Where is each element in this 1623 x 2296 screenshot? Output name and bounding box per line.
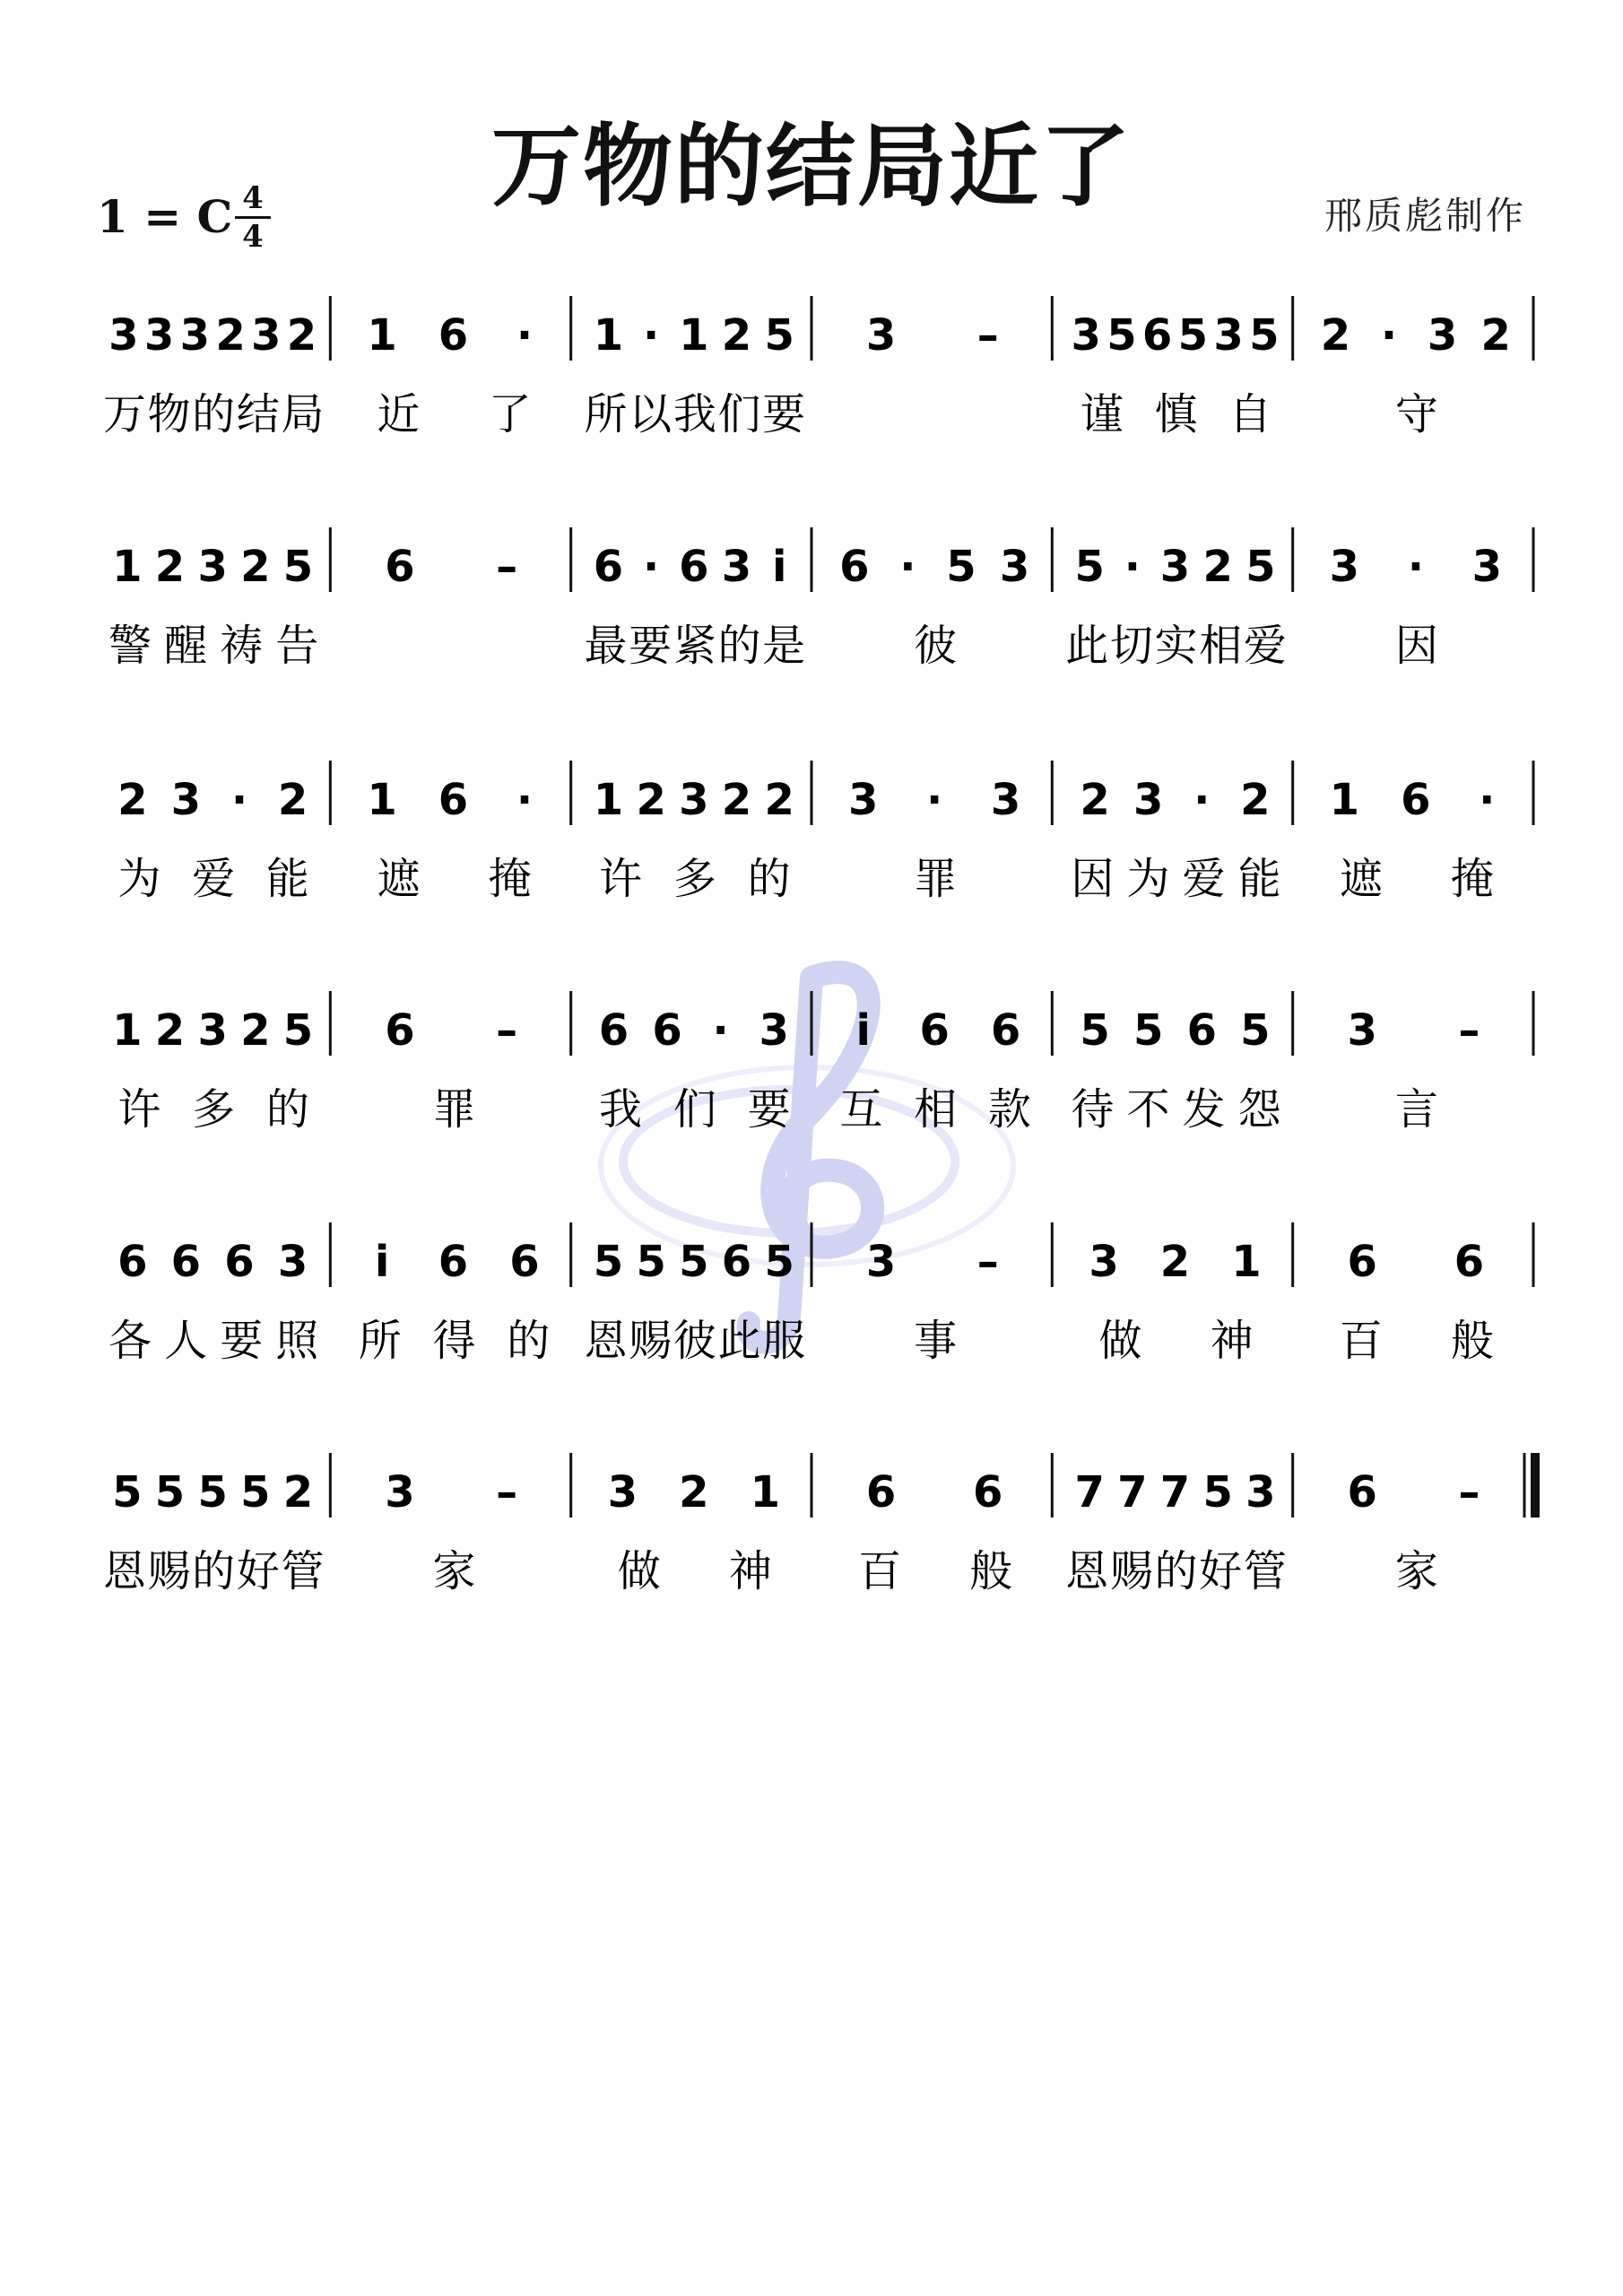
- note: 2: [154, 542, 186, 592]
- note: 6: [438, 310, 469, 361]
- note: 2: [215, 310, 246, 361]
- note: 6: [679, 542, 709, 592]
- lyric-syllable: 管: [281, 1546, 325, 1596]
- note: 6: [839, 542, 870, 592]
- note: 6: [593, 542, 624, 592]
- lyric-syllable: 怨: [1237, 1084, 1281, 1135]
- lyric-syllable: 发: [1182, 1084, 1226, 1135]
- lyric-syllable: 以: [629, 389, 673, 439]
- lyric-syllable: 许: [117, 1084, 161, 1135]
- lyric-syllable: 警: [108, 621, 152, 671]
- note: ·: [1380, 310, 1398, 361]
- lyric-syllable: 多: [673, 854, 716, 904]
- note: 6: [170, 1237, 202, 1287]
- note: 6: [438, 775, 469, 825]
- note: 6: [990, 1005, 1021, 1056]
- note: 6: [652, 1005, 682, 1056]
- lyric-syllable: 相: [914, 1084, 958, 1135]
- note: 6: [1401, 775, 1431, 825]
- note: 7: [1159, 1467, 1191, 1518]
- note: 3: [277, 1237, 308, 1287]
- note: 5: [112, 1467, 143, 1518]
- lyric-syllable: 言: [1394, 1084, 1438, 1135]
- note: ·: [1124, 542, 1141, 592]
- song-title: 万物的结局近了: [491, 114, 1132, 219]
- note: 2: [721, 310, 752, 361]
- lyric-syllable: 掩: [488, 854, 532, 904]
- note: 6: [224, 1237, 255, 1287]
- lyric-syllable: 得: [432, 1316, 476, 1366]
- note: 5: [240, 1467, 271, 1518]
- note: 3: [999, 542, 1030, 592]
- note: 3: [197, 542, 228, 592]
- lyric-syllable: 管: [1243, 1546, 1287, 1596]
- note: ·: [1407, 542, 1424, 592]
- note: 6: [509, 1237, 540, 1287]
- note: 5: [946, 542, 976, 592]
- lyric-syllable: 是: [762, 621, 806, 671]
- lyric-syllable: 罪: [914, 854, 958, 904]
- note: 3: [1071, 310, 1101, 361]
- lyric-syllable: 款: [987, 1084, 1031, 1135]
- lyric-syllable: 的: [747, 854, 791, 904]
- note: 6: [385, 542, 415, 592]
- lyric-syllable: 自: [1228, 389, 1272, 439]
- lyric-syllable: 了: [488, 389, 532, 439]
- note: 6: [385, 1005, 415, 1056]
- note: 2: [1480, 310, 1511, 361]
- lyric-syllable: 局: [281, 389, 325, 439]
- note: 7: [1117, 1467, 1148, 1518]
- note: 5: [1202, 1467, 1233, 1518]
- lyric-syllable: 赐: [147, 1546, 191, 1596]
- note: 3: [1159, 542, 1191, 592]
- note: 6: [1141, 310, 1173, 361]
- lyric-syllable: 不: [1126, 1084, 1170, 1135]
- lyric-syllable: 切: [1109, 621, 1153, 671]
- lyric-syllable: 彼: [914, 621, 958, 671]
- lyric-syllable: 我: [673, 389, 716, 439]
- note: ·: [643, 310, 660, 361]
- note: ·: [643, 542, 660, 592]
- note: i: [855, 1005, 871, 1056]
- lyric-syllable: 近: [377, 389, 421, 439]
- lyric-syllable: 人: [164, 1316, 208, 1366]
- note: 5: [197, 1467, 228, 1518]
- lyric-syllable: 所: [358, 1316, 402, 1366]
- lyric-syllable: 为: [1126, 854, 1170, 904]
- note: 2: [636, 775, 666, 825]
- lyric-syllable: 恩: [1065, 1546, 1109, 1596]
- score-row: [108, 527, 1533, 671]
- lyric-syllable: 多: [192, 1084, 236, 1135]
- note: 2: [286, 310, 317, 361]
- lyric-syllable: 百: [858, 1546, 902, 1596]
- note: 2: [282, 1467, 314, 1518]
- lyric-syllable: 因: [1394, 621, 1438, 671]
- lyric-syllable: 恩: [584, 1316, 628, 1366]
- note: 5: [636, 1237, 666, 1287]
- note: 1: [112, 1005, 143, 1056]
- note: ·: [899, 542, 916, 592]
- lyric-syllable: 谨: [1080, 389, 1124, 439]
- lyric-syllable: 神: [728, 1546, 772, 1596]
- note: ·: [230, 775, 248, 825]
- note: 3: [1213, 310, 1244, 361]
- note: 5: [593, 1237, 624, 1287]
- note: 6: [721, 1237, 752, 1287]
- note: ·: [516, 310, 534, 361]
- note: 3: [1245, 1467, 1276, 1518]
- note: –: [496, 1005, 518, 1056]
- note: i: [374, 1237, 390, 1287]
- note: 2: [721, 775, 752, 825]
- note: 5: [1133, 1005, 1164, 1056]
- note: 5: [679, 1237, 709, 1287]
- note: –: [976, 1237, 999, 1287]
- note: 6: [117, 1237, 148, 1287]
- note: 3: [865, 310, 897, 361]
- lyric-syllable: 各: [108, 1316, 152, 1366]
- note: 5: [1080, 1005, 1110, 1056]
- note: 5: [764, 1237, 794, 1287]
- lyric-syllable: 祷: [220, 621, 264, 671]
- score-row: [103, 1453, 1540, 1596]
- lyric-syllable: 恩: [102, 1546, 146, 1596]
- note: 1: [1231, 1237, 1262, 1287]
- lyric-syllable: 要: [762, 389, 806, 439]
- lyric-syllable: 的: [192, 389, 236, 439]
- note: ·: [1479, 775, 1496, 825]
- note: 3: [1427, 310, 1458, 361]
- lyric-syllable: 家: [432, 1546, 476, 1596]
- lyric-syllable: 家: [1394, 1546, 1438, 1596]
- note: 6: [1186, 1005, 1217, 1056]
- lyric-syllable: 要: [747, 1084, 791, 1135]
- note: 6: [1454, 1237, 1485, 1287]
- lyric-syllable: 服: [762, 1316, 806, 1366]
- note: 5: [282, 1005, 314, 1056]
- note: 5: [1249, 310, 1280, 361]
- note: 3: [1133, 775, 1164, 825]
- note: 3: [865, 1237, 897, 1287]
- lyric-syllable: 般: [1450, 1316, 1494, 1366]
- note: 6: [438, 1237, 469, 1287]
- final-barline-thick: [1531, 1453, 1540, 1518]
- note: –: [1458, 1005, 1480, 1056]
- time-signature-bottom: 4: [242, 219, 264, 255]
- lyric-syllable: 互: [839, 1084, 883, 1135]
- note: 2: [679, 1467, 709, 1518]
- arranger-credit: 邢质彪制作: [1324, 194, 1526, 238]
- note: 3: [848, 775, 879, 825]
- note: 5: [1240, 1005, 1271, 1056]
- note: 1: [593, 775, 624, 825]
- lyric-syllable: 万: [102, 389, 146, 439]
- lyric-syllable: 所: [584, 389, 628, 439]
- note: 3: [721, 542, 752, 592]
- note: 2: [117, 775, 148, 825]
- note: 3: [1347, 1005, 1377, 1056]
- lyric-syllable: 爱: [192, 854, 236, 904]
- lyric-syllable: 此: [1065, 621, 1109, 671]
- lyric-syllable: 告: [275, 621, 319, 671]
- note: 2: [240, 1005, 271, 1056]
- lyric-syllable: 爱: [1243, 621, 1287, 671]
- lyric-syllable: 做: [617, 1546, 661, 1596]
- lyric-syllable: 结: [236, 389, 280, 439]
- lyric-syllable: 要: [220, 1316, 264, 1366]
- note: ·: [712, 1005, 729, 1056]
- lyric-syllable: 因: [1071, 854, 1115, 904]
- lyric-syllable: 我: [599, 1084, 643, 1135]
- notation-rows: [103, 296, 1540, 1596]
- note: 6: [1347, 1467, 1377, 1518]
- note: 5: [1245, 542, 1276, 592]
- lyric-syllable: 最: [584, 621, 628, 671]
- lyric-syllable: 能: [265, 854, 309, 904]
- lyric-syllable: 赐: [629, 1316, 673, 1366]
- note: ·: [926, 775, 943, 825]
- lyric-syllable: 许: [599, 854, 643, 904]
- lyric-syllable: 掩: [1450, 854, 1494, 904]
- key-signature: 1 = C: [97, 190, 233, 243]
- lyric-syllable: 此: [717, 1316, 761, 1366]
- note: 1: [679, 310, 709, 361]
- note: 1: [750, 1467, 780, 1518]
- note: 1: [367, 775, 397, 825]
- note: 2: [277, 775, 308, 825]
- note: 2: [1202, 542, 1233, 592]
- lyric-syllable: 为: [117, 854, 161, 904]
- note: 3: [251, 310, 282, 361]
- note: 2: [240, 542, 271, 592]
- lyric-syllable: 遮: [377, 854, 421, 904]
- lyric-syllable: 般: [969, 1546, 1013, 1596]
- lyric-syllable: 的: [507, 1316, 551, 1366]
- lyric-syllable: 的: [717, 621, 761, 671]
- lyric-syllable: 待: [1071, 1084, 1115, 1135]
- note: 3: [607, 1467, 638, 1518]
- note: 3: [1471, 542, 1502, 592]
- note: –: [976, 310, 999, 361]
- lyric-syllable: 遮: [1339, 854, 1383, 904]
- lyric-syllable: 事: [914, 1316, 958, 1366]
- note: 6: [865, 1467, 897, 1518]
- lyric-syllable: 守: [1394, 389, 1438, 439]
- note: 3: [143, 310, 175, 361]
- score-row: [103, 296, 1533, 439]
- lyric-syllable: 做: [1098, 1316, 1142, 1366]
- lyric-syllable: 的: [192, 1546, 236, 1596]
- note: 3: [759, 1005, 789, 1056]
- note: 5: [1074, 542, 1105, 592]
- note: 7: [1074, 1467, 1105, 1518]
- note: 3: [197, 1005, 228, 1056]
- note: 6: [919, 1005, 950, 1056]
- lyric-syllable: 罪: [432, 1084, 476, 1135]
- note: 2: [764, 775, 794, 825]
- lyric-syllable: 赐: [1109, 1546, 1153, 1596]
- note: 1: [1329, 775, 1360, 825]
- score-row: [117, 761, 1533, 904]
- note: 5: [1177, 310, 1209, 361]
- note: 1: [593, 310, 624, 361]
- note: –: [1458, 1467, 1480, 1518]
- lyric-syllable: 的: [265, 1084, 309, 1135]
- lyric-syllable: 们: [717, 389, 761, 439]
- note: 1: [367, 310, 397, 361]
- lyric-syllable: 紧: [673, 621, 716, 671]
- note: ·: [1193, 775, 1211, 825]
- lyric-syllable: 相: [1199, 621, 1243, 671]
- note: 1: [112, 542, 143, 592]
- note: 3: [679, 775, 709, 825]
- note: –: [496, 542, 518, 592]
- note: 2: [1320, 310, 1351, 361]
- lyric-syllable: 百: [1339, 1316, 1383, 1366]
- lyric-syllable: 能: [1237, 854, 1281, 904]
- note: i: [771, 542, 787, 592]
- lyric-syllable: 的: [1154, 1546, 1198, 1596]
- lyric-syllable: 好: [1199, 1546, 1243, 1596]
- note: 6: [598, 1005, 629, 1056]
- note: 2: [1080, 775, 1110, 825]
- note: 3: [385, 1467, 415, 1518]
- note: 5: [1107, 310, 1137, 361]
- lyric-syllable: 神: [1210, 1316, 1254, 1366]
- note: –: [496, 1467, 518, 1518]
- note: 6: [973, 1467, 1003, 1518]
- note: 3: [1089, 1237, 1119, 1287]
- note: ·: [516, 775, 534, 825]
- time-signature-top: 4: [242, 180, 264, 216]
- lyric-syllable: 慎: [1154, 389, 1198, 439]
- lyric-syllable: 实: [1154, 621, 1198, 671]
- note: 3: [170, 775, 202, 825]
- lyric-syllable: 醒: [164, 621, 208, 671]
- note: 5: [154, 1467, 186, 1518]
- lyric-syllable: 照: [275, 1316, 319, 1366]
- note: 5: [764, 310, 794, 361]
- lyric-syllable: 彼: [673, 1316, 716, 1366]
- lyric-syllable: 要: [629, 621, 673, 671]
- note: 5: [282, 542, 314, 592]
- note: 2: [1159, 1237, 1191, 1287]
- lyric-syllable: 物: [147, 389, 191, 439]
- note: 3: [108, 310, 139, 361]
- note: 3: [990, 775, 1021, 825]
- note: 2: [1240, 775, 1271, 825]
- note: 3: [1329, 542, 1360, 592]
- note: 6: [1347, 1237, 1377, 1287]
- note: 2: [154, 1005, 186, 1056]
- lyric-syllable: 们: [673, 1084, 716, 1135]
- note: 3: [179, 310, 211, 361]
- lyric-syllable: 好: [236, 1546, 280, 1596]
- lyric-syllable: 爱: [1182, 854, 1226, 904]
